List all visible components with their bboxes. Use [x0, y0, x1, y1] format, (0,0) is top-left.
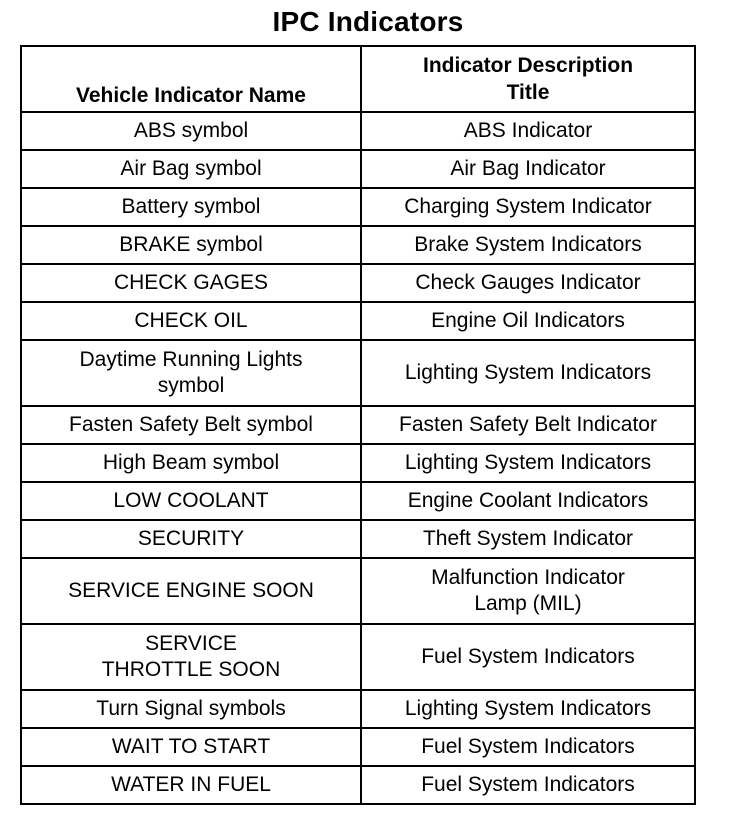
indicator-description-cell: Malfunction Indicator Lamp (MIL) [361, 558, 695, 624]
indicator-description-cell: Check Gauges Indicator [361, 264, 695, 302]
indicator-name-cell: BRAKE symbol [21, 226, 361, 264]
indicator-description-cell: Engine Coolant Indicators [361, 482, 695, 520]
ipc-indicators-table [20, 45, 696, 805]
indicator-description-cell: ABS Indicator [361, 112, 695, 150]
column-header-indicator-description-title: Indicator Description Title [361, 46, 695, 112]
column-header-vehicle-indicator-name: Vehicle Indicator Name [21, 46, 361, 112]
indicator-description-cell: Charging System Indicator [361, 188, 695, 226]
table-row [21, 520, 695, 558]
indicator-description-cell: Fasten Safety Belt Indicator [361, 406, 695, 444]
indicator-description-cell: Fuel System Indicators [361, 766, 695, 804]
table-row [21, 406, 695, 444]
table-row [21, 150, 695, 188]
table-row [21, 482, 695, 520]
table-row [21, 226, 695, 264]
table-row [21, 340, 695, 406]
indicator-name-cell: SERVICE THROTTLE SOON [21, 624, 361, 690]
indicator-description-cell: Lighting System Indicators [361, 340, 695, 406]
indicator-name-cell: Turn Signal symbols [21, 690, 361, 728]
table-row [21, 302, 695, 340]
table-row [21, 728, 695, 766]
indicator-name-cell: CHECK OIL [21, 302, 361, 340]
indicator-description-cell: Theft System Indicator [361, 520, 695, 558]
indicator-description-cell: Engine Oil Indicators [361, 302, 695, 340]
indicator-name-cell: Daytime Running Lights symbol [21, 340, 361, 406]
indicator-description-cell: Lighting System Indicators [361, 690, 695, 728]
table-row [21, 624, 695, 690]
indicator-name-cell: LOW COOLANT [21, 482, 361, 520]
indicator-description-cell: Brake System Indicators [361, 226, 695, 264]
table-row [21, 112, 695, 150]
indicator-name-cell: SECURITY [21, 520, 361, 558]
table-row [21, 558, 695, 624]
indicator-name-cell: WATER IN FUEL [21, 766, 361, 804]
table-row [21, 444, 695, 482]
table-row [21, 264, 695, 302]
indicator-name-cell: Air Bag symbol [21, 150, 361, 188]
indicator-name-cell: ABS symbol [21, 112, 361, 150]
table-row [21, 188, 695, 226]
table-header-row [21, 46, 695, 112]
indicator-name-cell: WAIT TO START [21, 728, 361, 766]
indicator-description-cell: Lighting System Indicators [361, 444, 695, 482]
indicator-name-cell: Fasten Safety Belt symbol [21, 406, 361, 444]
indicator-description-cell: Air Bag Indicator [361, 150, 695, 188]
indicator-description-cell: Fuel System Indicators [361, 728, 695, 766]
page-title: IPC Indicators [272, 6, 464, 37]
table-row [21, 690, 695, 728]
indicator-name-cell: SERVICE ENGINE SOON [21, 558, 361, 624]
table-row [21, 766, 695, 804]
indicator-name-cell: CHECK GAGES [21, 264, 361, 302]
indicator-description-cell: Fuel System Indicators [361, 624, 695, 690]
indicator-name-cell: High Beam symbol [21, 444, 361, 482]
indicator-name-cell: Battery symbol [21, 188, 361, 226]
